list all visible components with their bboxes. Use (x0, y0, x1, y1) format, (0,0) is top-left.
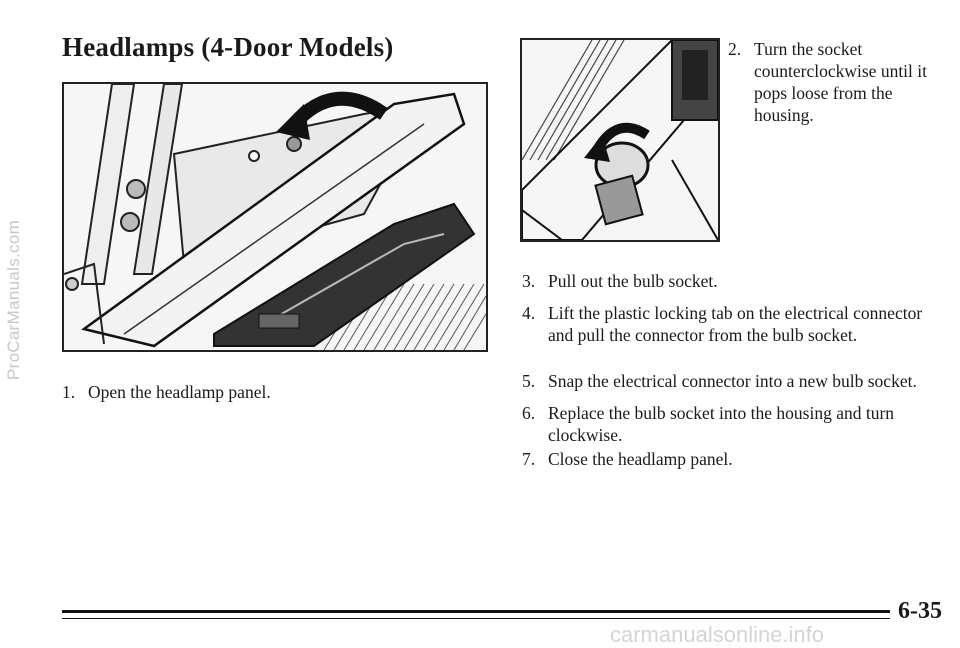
step-text: Turn the socket counterclockwise until it pops loose from the housing. (754, 39, 928, 125)
step-number: 2. (728, 39, 742, 59)
step-4 (522, 302, 942, 346)
step-5 (522, 370, 952, 392)
headlamp-panel-illustration (62, 82, 488, 352)
step-number: 7. (522, 449, 536, 469)
step-number: 5. (522, 371, 536, 391)
footer-rule (62, 610, 890, 613)
page-number: 6-35 (898, 598, 942, 624)
step-2 (728, 38, 938, 126)
page-title: Headlamps (4-Door Models) (62, 32, 394, 62)
step-1 (62, 381, 482, 403)
step-number: 1. (62, 382, 76, 402)
step-number: 6. (522, 403, 536, 423)
bulb-socket-illustration (520, 38, 720, 242)
step-number: 3. (522, 271, 536, 291)
step-text: Replace the bulb socket into the housing and turn clockwise. (548, 403, 895, 445)
step-text: Lift the plastic locking tab on the electrical connector and pull the connector from the bulb socket. (548, 303, 923, 345)
step-text: Pull out the bulb socket. (548, 271, 718, 291)
step-6 (522, 402, 942, 446)
footer-rule-thin (62, 618, 890, 619)
step-text: Open the headlamp panel. (88, 382, 271, 402)
step-number: 4. (522, 303, 536, 323)
step-7 (522, 448, 942, 470)
side-watermark: ProCarManuals.com (4, 219, 23, 381)
step-3 (522, 270, 942, 292)
step-text: Snap the electrical connector into a new bulb socket. (548, 371, 917, 391)
step-text: Close the headlamp panel. (548, 449, 733, 469)
footer-watermark: carmanualsonline.info (610, 622, 825, 647)
